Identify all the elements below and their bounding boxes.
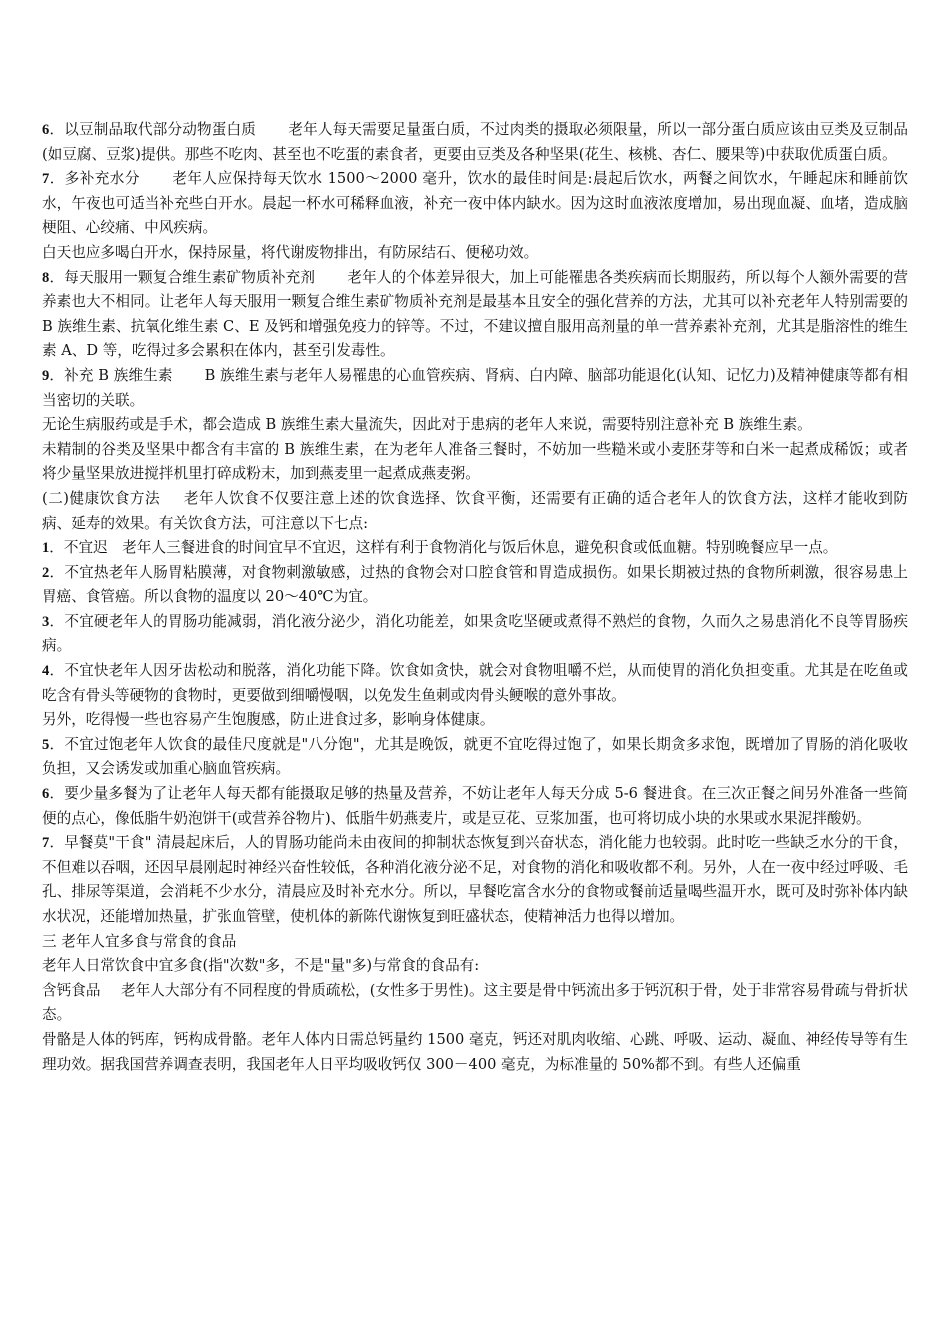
paragraph — [42, 659, 908, 708]
paragraph — [42, 954, 908, 979]
item-number: 9 — [42, 367, 50, 384]
item-body: ．不宜硬老年人的胃肠功能减弱，消化液分泌少，消化功能差，如果贪吃坚硬或煮得不熟烂的食物，久而久之易患消化不良等胃肠疾病。 — [42, 612, 908, 655]
paragraph — [42, 118, 908, 167]
paragraph — [42, 438, 908, 487]
item-body: 骨骼是人体的钙库，钙构成骨骼。老年人体内日需总钙量约 1500 毫克，钙还对肌肉收缩、心跳、呼吸、运动、凝血、神经传导等有生理功效。据我国营养调查表明，我国老年人日平均吸收钙仅 300－400 毫克，为标准量的 50%都不到。有些人还偏重 — [42, 1030, 908, 1073]
item-title: ．多补充水分 — [49, 170, 140, 188]
item-body: 老年人饮食不仅要注意上述的饮食选择、饮食平衡，还需要有正确的适合老年人的饮食方法，这样才能收到防病、延寿的效果。有关饮食方法，可注意以下七点: — [42, 489, 908, 532]
paragraph — [42, 610, 908, 659]
paragraph — [42, 733, 908, 782]
item-title: ．不宜迟 — [49, 539, 108, 557]
item-title: ．每天服用一颗复合维生素矿物质补充剂 — [49, 268, 316, 286]
paragraph — [42, 708, 908, 733]
paragraph — [42, 167, 908, 241]
item-body: 另外，吃得慢一些也容易产生饱腹感，防止进食过多，影响身体健康。 — [42, 711, 495, 729]
item-body: ．不宜快老年人因牙齿松动和脱落，消化功能下降。饮食如贪快，就会对食物咀嚼不烂，从而使胃的消化负担变重。尤其是在吃鱼或吃含有骨头等硬物的食物时，更要做到细嚼慢咽，以免发生鱼刺或肉骨头鲠喉的意外事故。 — [42, 662, 908, 704]
item-body: ．早餐莫"干食" 清晨起床后，人的胃肠功能尚未由夜间的抑制状态恢复到兴奋状态，消化能力也较弱。此时吃一些缺乏水分的干食，不但难以吞咽，还因早晨刚起时神经兴奋性较低，各种消化液分泌不足，对食物的消化和吸收都不利。另外，人在一夜中经过呼吸、毛孔、排尿等渠道，会消耗不少水分，清晨应及时补充水分。所以，早餐吃富含水分的食物或餐前适量喝些温开水，既可及时弥补体内缺水状况，还能增加热量，扩张血管壁，使机体的新陈代谢恢复到旺盛状态，使精神活力也得以增加。 — [42, 834, 908, 925]
item-number: 2 — [42, 564, 50, 581]
item-title: ．以豆制品取代部分动物蛋白质 — [49, 121, 257, 138]
paragraph — [42, 831, 908, 929]
item-body: 老年人三餐进食的时间宜早不宜迟，这样有利于食物消化与饭后休息，避免积食或低血糖。特别晚餐应早一点。 — [122, 539, 838, 557]
item-number: 4 — [42, 663, 50, 680]
paragraph — [42, 241, 908, 266]
item-number: 1 — [42, 540, 50, 557]
paragraph — [42, 782, 908, 831]
document-body — [42, 118, 908, 1077]
item-number: 6 — [42, 786, 50, 803]
item-title: 含钙食品 — [42, 981, 101, 999]
item-body: 老年人应保持每天饮水 1500～2000 毫升，饮水的最佳时间是:晨起后饮水，两餐之间饮水，午睡起床和睡前饮水，午夜也可适当补充些白开水。晨起一杯水可稀释血液，补充一夜中体内缺水。因为这时血液浓度增加，易出现血凝、血堵，造成脑梗阻、心绞痛、中风疾病。 — [42, 170, 908, 237]
item-body: 老年人每天需要足量蛋白质，不过肉类的摄取必须限量，所以一部分蛋白质应该由豆类及豆制品(如豆腐、豆浆)提供。那些不吃肉、甚至也不吃蛋的素食者，更要由豆类及各种坚果(花生、核桃、杏仁、腰果等)中获取优质蛋白质。 — [42, 121, 908, 163]
paragraph — [42, 364, 908, 413]
paragraph — [42, 413, 908, 438]
item-body: B 族维生素与老年人易罹患的心血管疾病、肾病、白内障、脑部功能退化(认知、记忆力)及精神健康等都有相当密切的关联。 — [42, 366, 908, 409]
item-body: 未精制的谷类及坚果中都含有丰富的 B 族维生素，在为老年人准备三餐时，不妨加一些糙米或小麦胚芽等和白米一起煮成稀饭；或者将少量坚果放进搅拌机里打碎成粉末，加到燕麦里一起煮成燕麦粥。 — [42, 440, 908, 483]
item-body: 无论生病服药或是手术，都会造成 B 族维生素大量流失，因此对于患病的老年人来说，需要特别注意补充 B 族维生素。 — [42, 416, 812, 434]
item-body: ．不宜过饱老年人饮食的最佳尺度就是"八分饱"，尤其是晚饭，就更不宜吃得过饱了，如果长期贪多求饱，既增加了胃肠的消化吸收负担，又会诱发或加重心脑血管疾病。 — [42, 735, 908, 778]
item-number: 5 — [42, 736, 50, 753]
item-number: 3 — [42, 613, 50, 630]
item-number: 7 — [42, 835, 50, 852]
paragraph — [42, 561, 908, 610]
item-title: ．补充 B 族维生素 — [49, 366, 173, 384]
item-body: 老年人日常饮食中宜多食(指"次数"多，不是"量"多)与常食的食品有: — [42, 957, 480, 975]
item-number: 6 — [42, 122, 50, 138]
item-body: 三 老年人宜多食与常食的食品 — [42, 932, 237, 950]
item-body: 老年人大部分有不同程度的骨质疏松，(女性多于男性)。这主要是骨中钙流出多于钙沉积于骨，处于非常容易骨疏与骨折状态。 — [42, 981, 908, 1024]
item-number: 8 — [42, 269, 50, 286]
item-body: 老年人的个体差异很大，加上可能罹患各类疾病而长期服药，所以每个人额外需要的营养素也大不相同。让老年人每天服用一颗复合维生素矿物质补充剂是最基本且安全的强化营养的方法，尤其可以补充老年人特别需要的 B 族维生素、抗氧化维生素 C、E 及钙和增强免疫力的锌等。不过，不建议擅自服用高剂量的单一营养素补充剂，尤其是脂溶性的维生素 A、D 等，吃得过多会累积在体内，甚至引发毒性。 — [42, 268, 908, 360]
item-number: 7 — [42, 171, 50, 188]
paragraph — [42, 979, 908, 1028]
section-heading — [42, 930, 908, 955]
paragraph — [42, 1028, 908, 1077]
paragraph — [42, 266, 908, 364]
item-title: (二)健康饮食方法 — [42, 489, 161, 507]
item-body: ．要少量多餐为了让老年人每天都有能摄取足够的热量及营养，不妨让老年人每天分成 5-6 餐进食。在三次正餐之间另外准备一些简便的点心，像低脂牛奶泡饼干(或营养谷物片)、低脂牛奶燕麦片，或是豆花、豆浆加蛋，也可将切成小块的水果或水果泥拌酸奶。 — [42, 785, 908, 827]
item-body: 白天也应多喝白开水，保持尿量，将代谢废物排出，有防尿结石、便秘功效。 — [42, 243, 539, 261]
item-body: ．不宜热老年人肠胃粘膜薄，对食物刺激敏感，过热的食物会对口腔食管和胃造成损伤。如果长期被过热的食物所刺激，很容易患上胃癌、食管癌。所以食物的温度以 20～40℃为宜。 — [42, 563, 908, 606]
section-heading — [42, 487, 908, 536]
paragraph — [42, 536, 908, 561]
